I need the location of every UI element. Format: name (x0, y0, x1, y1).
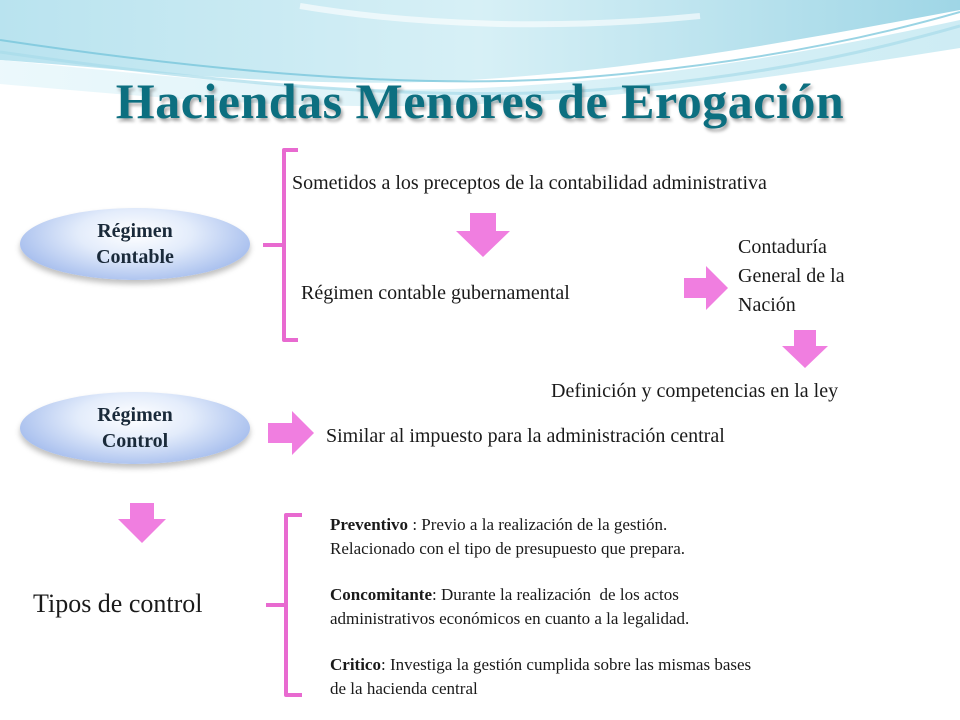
tipo-preventivo-name: Preventivo (330, 515, 409, 534)
contaduria-general-node (738, 233, 845, 320)
regimen-contable-node (20, 208, 250, 280)
regimen-contable-label-line2: Contable (96, 246, 174, 268)
tipo-concomitante-name: Concomitante (330, 585, 432, 604)
tipo-critico-sep: : (380, 655, 390, 674)
tipo-concomitante-sep: : (431, 585, 441, 604)
arrow-down-icon (782, 330, 828, 368)
tipo-concomitante-line2: administrativos económicos en cuanto a la legalidad. (330, 609, 690, 628)
regimen-control-node (20, 392, 250, 464)
contable-preceptos-text: Sometidos a los preceptos de la contabilidad administrativa (292, 172, 767, 194)
arrow-right-icon (268, 411, 314, 455)
tipos-control-label: Tipos de control (33, 589, 203, 618)
tipo-concomitante-line1: Durante la realización de los actos (440, 585, 679, 604)
tipo-critico-line1: Investiga la gestión cumplida sobre las mismas bases (389, 655, 752, 674)
contaduria-line3: Nación (738, 294, 796, 316)
tipo-concomitante (330, 583, 950, 631)
regimen-control-label-line2: Control (101, 430, 169, 452)
control-similar-text: Similar al impuesto para la administración central (326, 425, 725, 447)
tipo-preventivo-sep: : (408, 515, 422, 534)
tipo-preventivo-line1: Previo a la realización de la gestión. (421, 515, 668, 534)
bracket-tipos (262, 510, 306, 700)
tipo-critico-name: Critico (330, 655, 381, 674)
tipo-preventivo (330, 513, 950, 561)
arrow-down-icon (118, 503, 166, 543)
contable-gubernamental-text: Régimen contable gubernamental (301, 282, 570, 304)
tipo-critico-line2: de la hacienda central (330, 679, 478, 698)
tipo-preventivo-line2: Relacionado con el tipo de presupuesto que prepara. (330, 539, 685, 558)
contaduria-line1: Contaduría (738, 236, 827, 258)
regimen-contable-label-line1: Régimen (97, 220, 173, 242)
arrow-down-icon (456, 213, 510, 257)
regimen-control-label-line1: Régimen (97, 404, 173, 426)
arrow-right-icon (684, 266, 728, 310)
definicion-competencias-text: Definición y competencias en la ley (551, 380, 839, 402)
page-title: Haciendas Menores de Erogación (115, 73, 845, 129)
contaduria-line2: General de la (738, 265, 845, 287)
tipo-critico (330, 653, 950, 701)
